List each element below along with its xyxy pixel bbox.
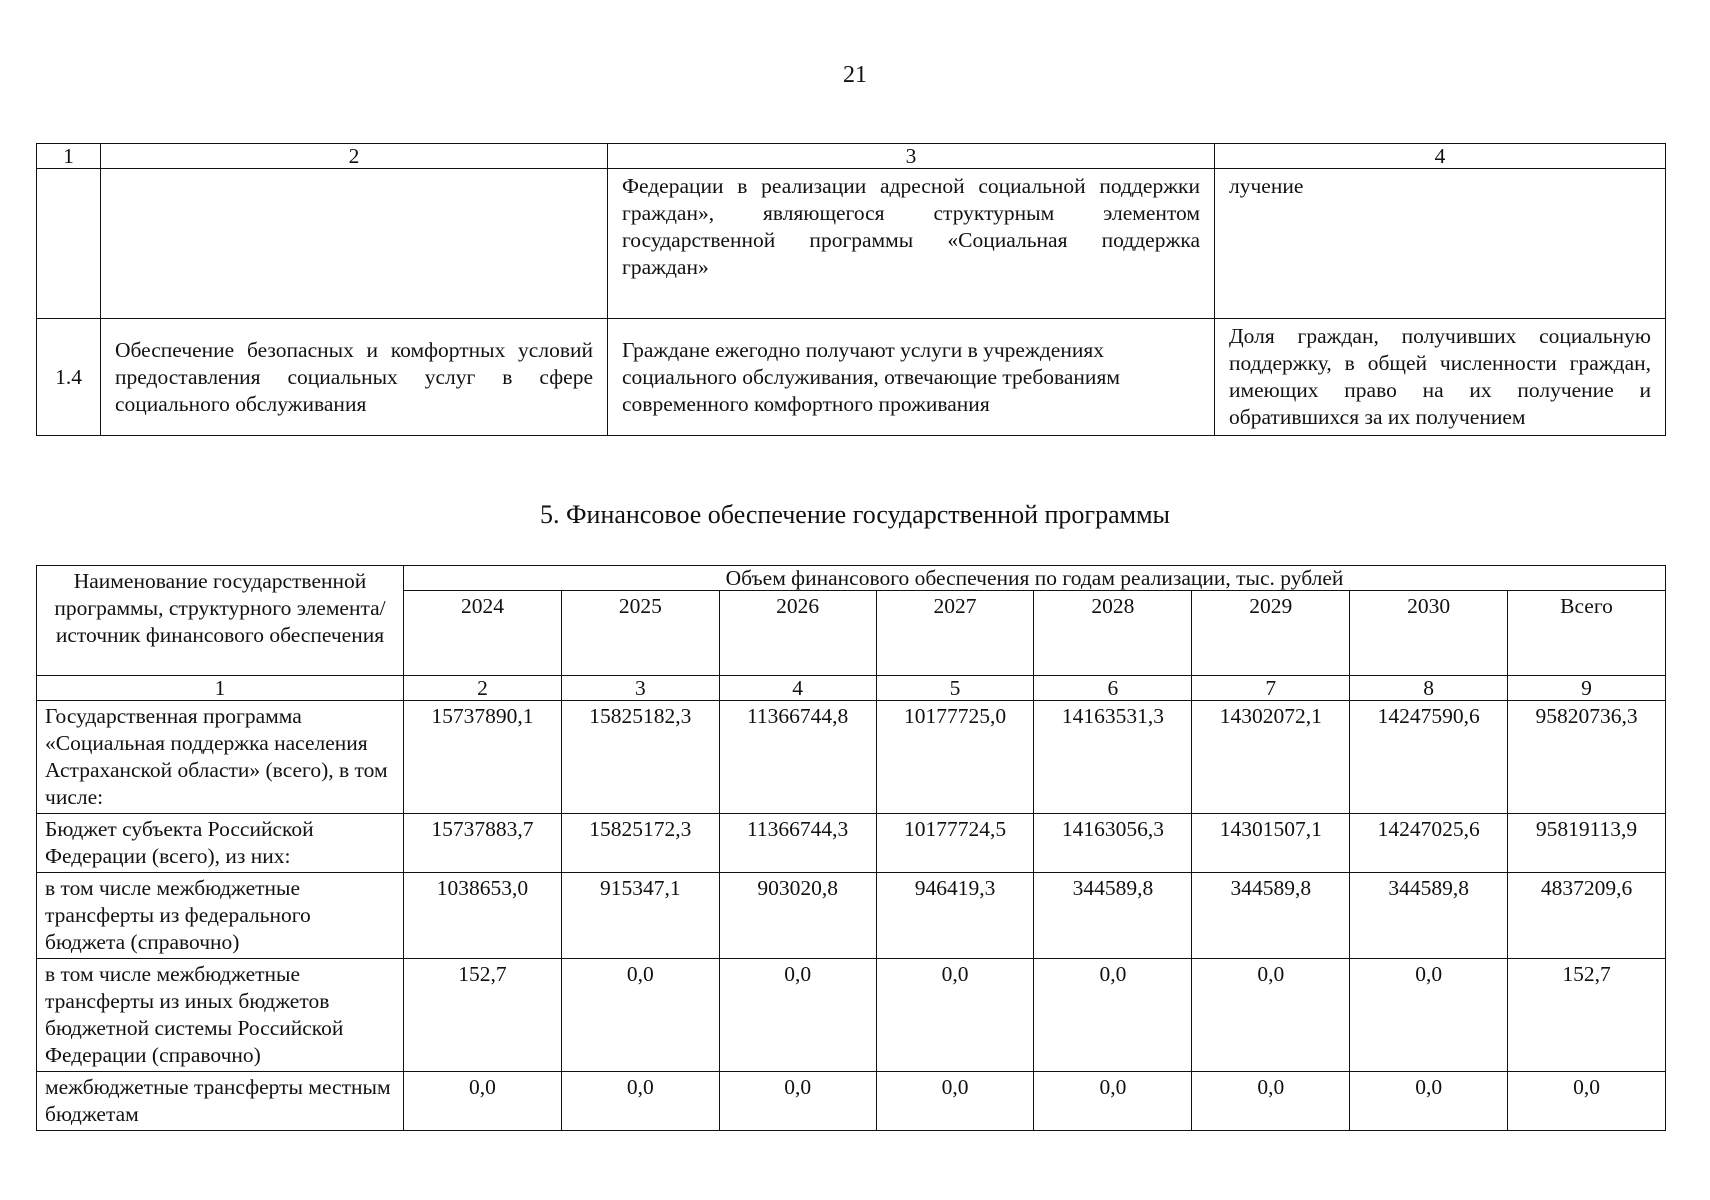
value-cell: 14163056,3 xyxy=(1034,814,1192,873)
row-name: межбюджетные трансферты местным бюджетам xyxy=(37,1072,404,1131)
value-cell: 15825182,3 xyxy=(561,701,719,814)
row-number: 1.4 xyxy=(37,319,101,436)
row-number xyxy=(37,169,101,319)
value-cell: 0,0 xyxy=(1034,959,1192,1072)
year-header: 2024 xyxy=(404,591,562,676)
indicators-table xyxy=(36,143,1666,436)
section-title: 5. Финансовое обеспечение государственной программы xyxy=(539,500,1171,529)
indicator-cell: лучение xyxy=(1215,169,1666,319)
value-cell: 946419,3 xyxy=(876,873,1034,959)
year-header: 2027 xyxy=(876,591,1034,676)
year-header: 2029 xyxy=(1192,591,1350,676)
row-name: в том числе межбюджетные трансферты из иных бюджетов бюджетной системы Российской Федерации (справочно) xyxy=(37,959,404,1072)
column-number: 1 xyxy=(37,676,404,701)
column-header: 1 xyxy=(37,144,101,169)
value-cell: 344589,8 xyxy=(1350,873,1508,959)
value-cell: 0,0 xyxy=(719,1072,876,1131)
value-cell: 0,0 xyxy=(1192,1072,1350,1131)
value-cell: 0,0 xyxy=(1192,959,1350,1072)
column-number: 6 xyxy=(1034,676,1192,701)
result-cell: Граждане ежегодно получают услуги в учреждениях социального обслуживания, отвечающие требованиям современного комфортного проживания xyxy=(608,319,1215,436)
value-cell: 15825172,3 xyxy=(561,814,719,873)
table-row xyxy=(37,319,1666,436)
indicator-cell: Доля граждан, получивших социальную поддержку, в общей численности граждан, имеющих право на их получение и обратившихся за их получением xyxy=(1215,319,1666,436)
total-cell: 0,0 xyxy=(1508,1072,1666,1131)
year-header: 2028 xyxy=(1034,591,1192,676)
column-number: 4 xyxy=(719,676,876,701)
value-cell: 11366744,8 xyxy=(719,701,876,814)
value-cell: 10177725,0 xyxy=(876,701,1034,814)
column-number: 2 xyxy=(404,676,562,701)
value-cell: 915347,1 xyxy=(561,873,719,959)
value-cell: 14247025,6 xyxy=(1350,814,1508,873)
task-cell: Обеспечение безопасных и комфортных условий предоставления социальных услуг в сфере социального обслуживания xyxy=(101,319,608,436)
table-row xyxy=(37,873,1666,959)
value-cell: 14163531,3 xyxy=(1034,701,1192,814)
column-number: 9 xyxy=(1508,676,1666,701)
total-cell: 152,7 xyxy=(1508,959,1666,1072)
value-cell: 15737890,1 xyxy=(404,701,562,814)
value-cell: 11366744,3 xyxy=(719,814,876,873)
value-cell: 1038653,0 xyxy=(404,873,562,959)
year-header: 2026 xyxy=(719,591,876,676)
row-name: Государственная программа «Социальная поддержка населения Астраханской области» (всего), в том числе: xyxy=(37,701,404,814)
table-row xyxy=(37,169,1666,319)
value-cell: 10177724,5 xyxy=(876,814,1034,873)
column-number: 5 xyxy=(876,676,1034,701)
value-cell: 0,0 xyxy=(876,1072,1034,1131)
value-cell: 0,0 xyxy=(1350,1072,1508,1131)
value-cell: 0,0 xyxy=(561,1072,719,1131)
value-cell: 14302072,1 xyxy=(1192,701,1350,814)
value-cell: 903020,8 xyxy=(719,873,876,959)
task-cell xyxy=(101,169,608,319)
result-cell: Федерации в реализации адресной социальной поддержки граждан», являющегося структурным элементом государственной программы «Социальная поддержка граждан» xyxy=(608,169,1215,319)
total-cell: 95820736,3 xyxy=(1508,701,1666,814)
table-row xyxy=(37,959,1666,1072)
value-cell: 0,0 xyxy=(876,959,1034,1072)
table-header-row xyxy=(37,566,1666,591)
column-number: 7 xyxy=(1192,676,1350,701)
column-number: 3 xyxy=(561,676,719,701)
column-number: 8 xyxy=(1350,676,1508,701)
year-header: 2030 xyxy=(1350,591,1508,676)
table-row xyxy=(37,1072,1666,1131)
total-header: Всего xyxy=(1508,591,1666,676)
value-cell: 14247590,6 xyxy=(1350,701,1508,814)
row-name: Бюджет субъекта Российской Федерации (всего), из них: xyxy=(37,814,404,873)
financing-table xyxy=(36,565,1666,1131)
column-header: 4 xyxy=(1215,144,1666,169)
column-numbers-row xyxy=(37,676,1666,701)
table-row xyxy=(37,701,1666,814)
table-header-row xyxy=(37,144,1666,169)
value-cell: 344589,8 xyxy=(1034,873,1192,959)
total-cell: 4837209,6 xyxy=(1508,873,1666,959)
value-cell: 15737883,7 xyxy=(404,814,562,873)
name-column-header: Наименование государственной программы, структурного элемента/источник финансового обеспечения xyxy=(37,566,404,676)
table-row xyxy=(37,814,1666,873)
year-header: 2025 xyxy=(561,591,719,676)
volume-header: Объем финансового обеспечения по годам реализации, тыс. рублей xyxy=(404,566,1666,591)
value-cell: 0,0 xyxy=(719,959,876,1072)
value-cell: 0,0 xyxy=(561,959,719,1072)
value-cell: 0,0 xyxy=(404,1072,562,1131)
value-cell: 152,7 xyxy=(404,959,562,1072)
page-number: 21 xyxy=(843,62,867,88)
column-header: 3 xyxy=(608,144,1215,169)
total-cell: 95819113,9 xyxy=(1508,814,1666,873)
column-header: 2 xyxy=(101,144,608,169)
row-name: в том числе межбюджетные трансферты из федерального бюджета (справочно) xyxy=(37,873,404,959)
value-cell: 0,0 xyxy=(1350,959,1508,1072)
value-cell: 0,0 xyxy=(1034,1072,1192,1131)
value-cell: 14301507,1 xyxy=(1192,814,1350,873)
value-cell: 344589,8 xyxy=(1192,873,1350,959)
